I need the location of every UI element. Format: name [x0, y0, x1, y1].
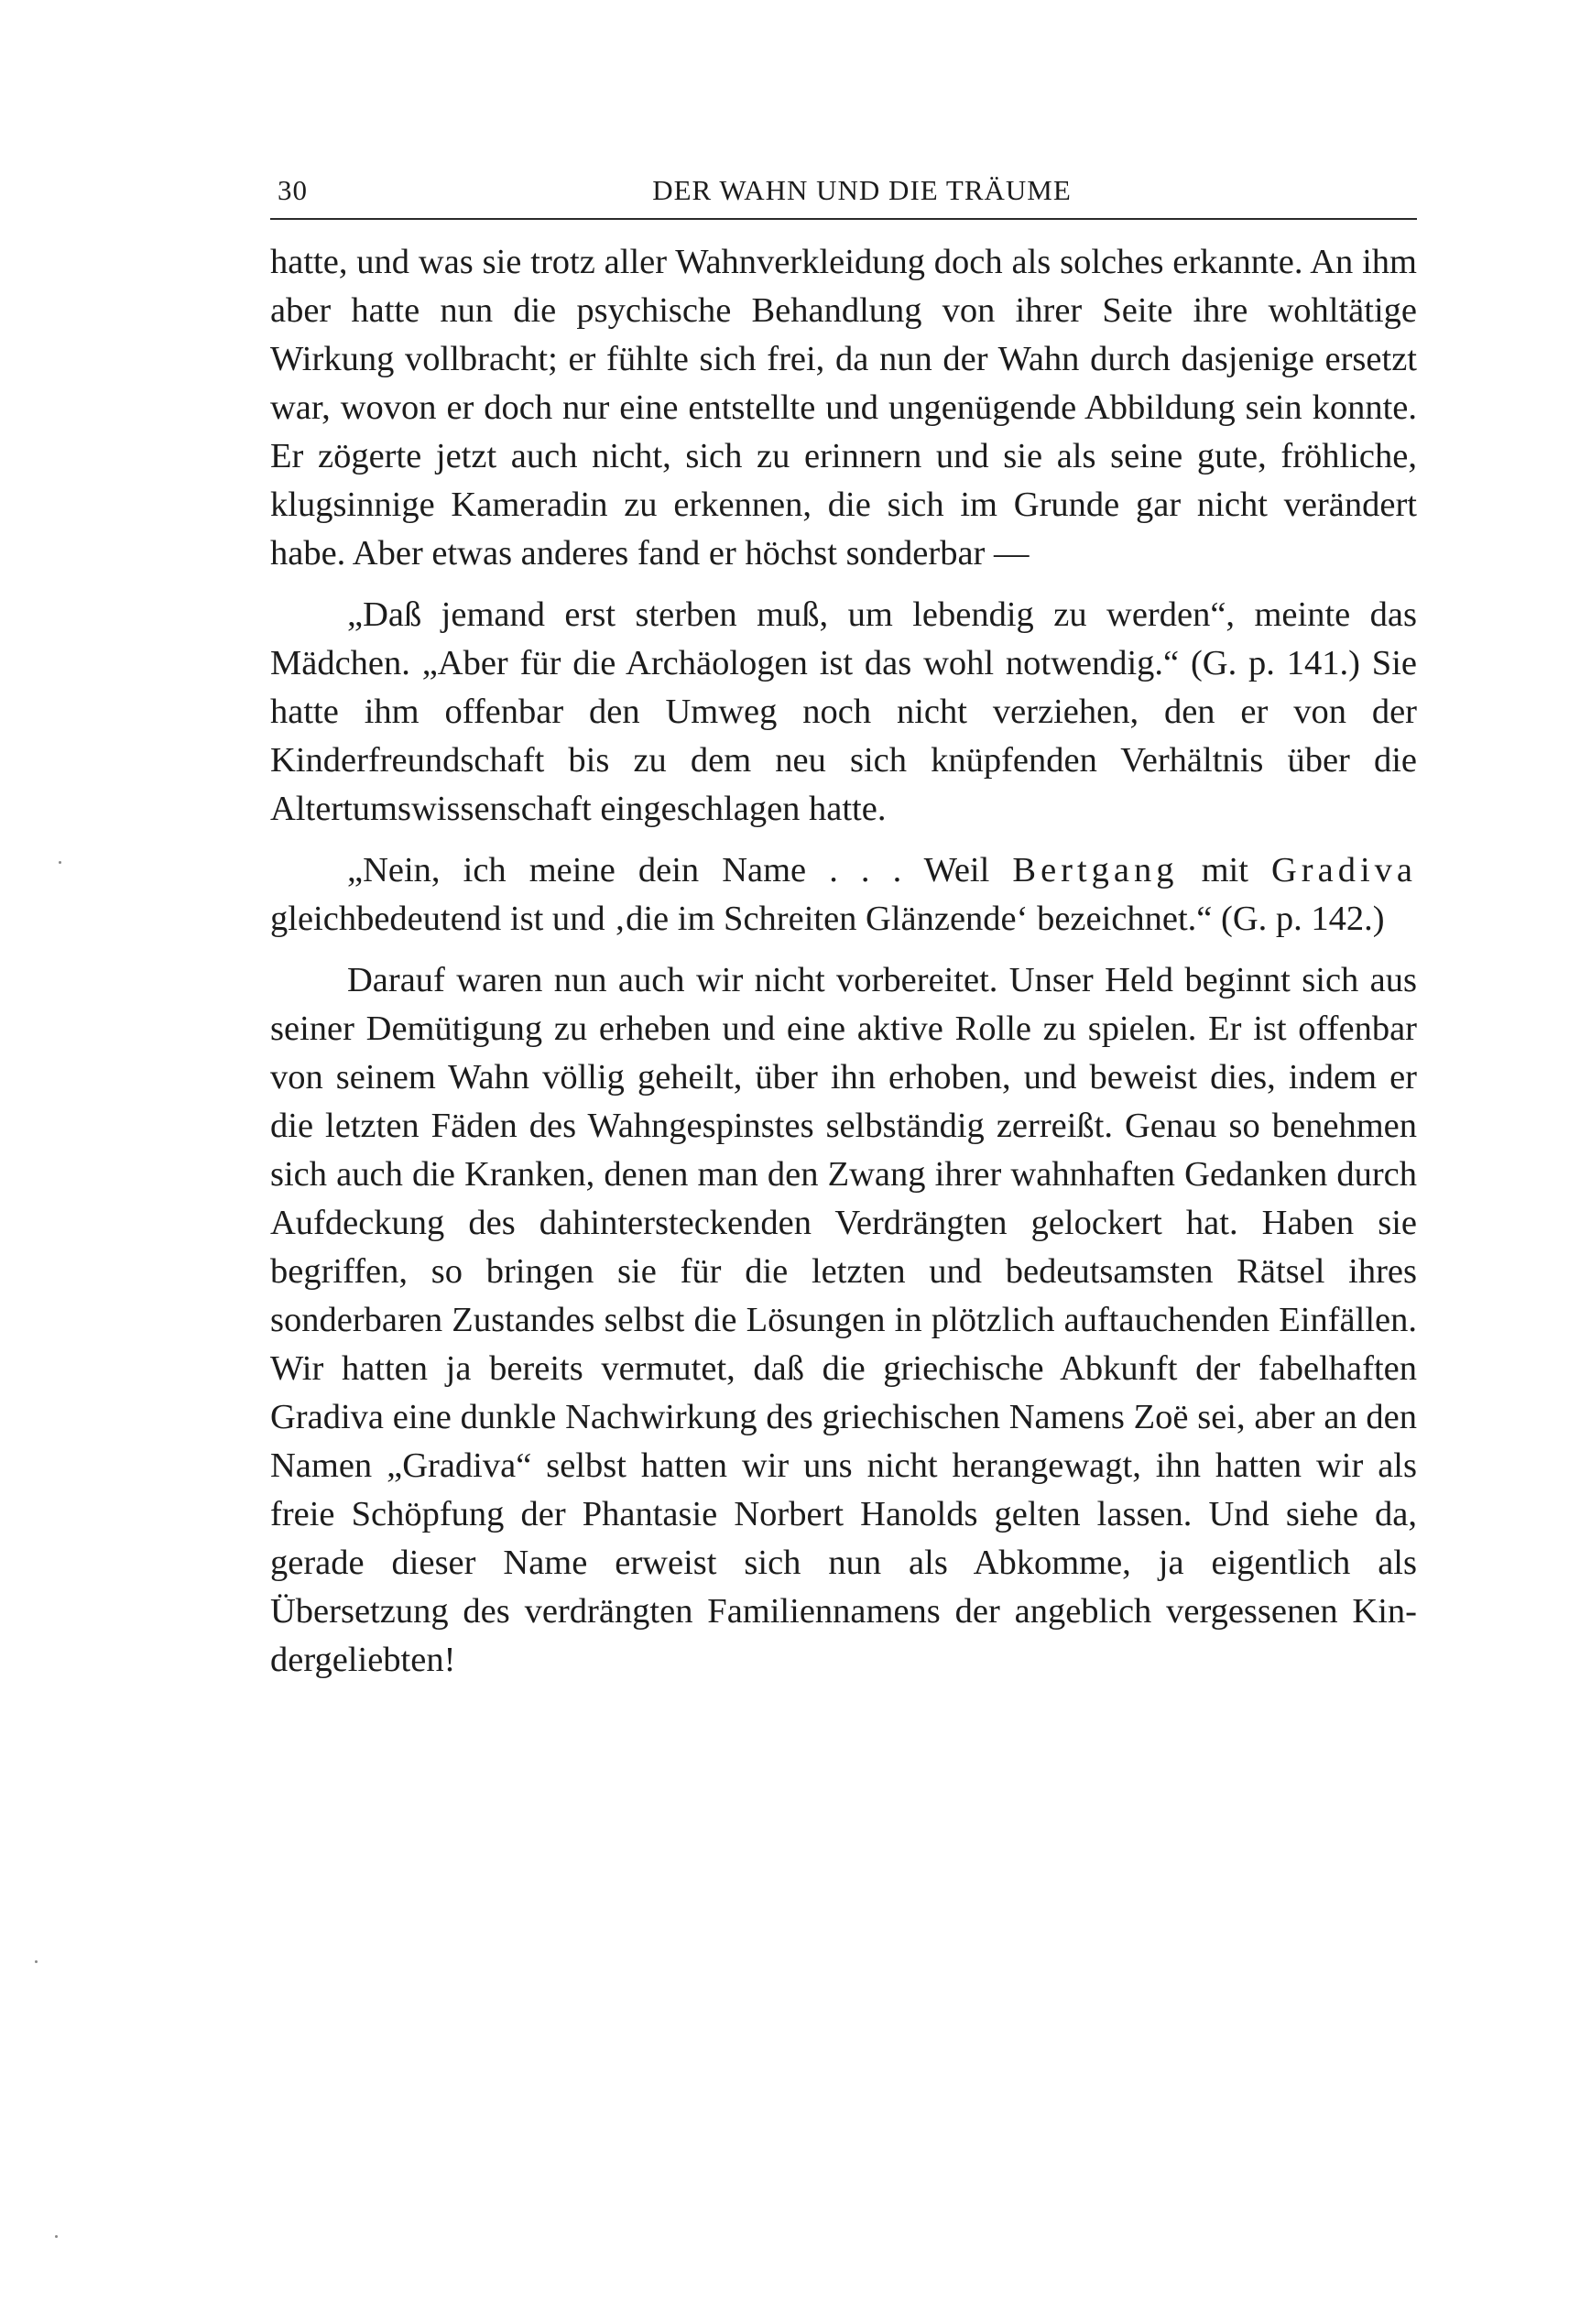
- paragraph-3-part-a: „Nein, ich meine dein Name . . . Weil: [347, 851, 1013, 889]
- scan-speck: [59, 861, 61, 864]
- running-head: DER WAHN UND DIE TRÄUME: [652, 174, 1072, 206]
- body-text: [270, 238, 1417, 1685]
- paragraph-1: hatte, und was sie trotz aller Wahnverkleidung doch als solches erkannte. An ihm aber hatte nun die psychische Behandlung von ihrer Seite ihre wohltätige Wirkung vollbracht; er fühlte sich frei, da nun der Wahn durch dasjenige ersetzt war, wovon er doch nur eine entstellte und ungenügende Abbildung sein konnte. Er zögerte jetzt auch nicht, sich zu erinnern und sie als seine gute, fröhliche, klugsinnige Kameradin zu erkennen, die sich im Grunde gar nicht verändert habe. Aber etwas anderes fand er höchst sonderbar —: [270, 243, 1417, 573]
- page-number: 30: [278, 174, 308, 206]
- paragraph-3: [270, 846, 1417, 944]
- book-page: [270, 174, 1417, 1685]
- paragraph-3-part-e: gleichbedeutend ist und ‚die im Schreiten Glänzende‘ bezeichnet.“ (G. p. 142.): [270, 900, 1385, 938]
- spaced-word-gradiva: Gradiva: [1271, 851, 1417, 889]
- scan-speck: [55, 2235, 58, 2238]
- page-header: [270, 174, 1417, 220]
- paragraph-4: Darauf waren nun auch wir nicht vorbereitet. Unser Held beginnt sich aus seiner Demütigung zu erheben und eine aktive Rolle zu spielen. Er ist offenbar von seinem Wahn völlig geheilt, über ihn erhoben, und beweist dies, indem er die letzten Fäden des Wahngespinstes selbständig zerreißt. Genau so benehmen sich auch die Kranken, denen man den Zwang ihrer wahnhaften Gedanken durch Aufdeckung des dahintersteckenden Verdrängten gelockert hat. Haben sie begriffen, so bringen sie für die letzten und bedeutsamsten Rätsel ihres sonderbaren Zustandes selbst die Lösungen in plötzlich auftauchenden Einfällen. Wir hatten ja bereits vermutet, daß die griechische Abkunft der fabelhaften Gradiva eine dunkle Nachwirkung des griechischen Namens Zoë sei, aber an den Namen „Gradiva“ selbst hatten wir uns nicht herangewagt, ihn hatten wir als freie Schöpfung der Phantasie Norbert Hanolds gelten lassen. Und siehe da, gerade dieser Name erweist sich nun als Abkomme, ja eigentlich als Übersetzung des verdrängten Familiennamens der angeblich vergessenen Kindergeliebten!: [270, 961, 1417, 1679]
- paragraph-3-part-c: mit: [1178, 851, 1271, 889]
- spaced-word-bertgang: Bertgang: [1012, 851, 1179, 889]
- scan-speck: [35, 1960, 38, 1963]
- paragraph-2: „Daß jemand erst sterben muß, um lebendig zu werden“, meinte das Mädchen. „Aber für die Archäologen ist das wohl notwendig.“ (G. p. 141.) Sie hatte ihm offenbar den Umweg noch nicht verziehen, den er von der Kinderfreundschaft bis zu dem neu sich knüpfenden Verhältnis über die Altertumswissenschaft eingeschlagen hatte.: [270, 595, 1417, 828]
